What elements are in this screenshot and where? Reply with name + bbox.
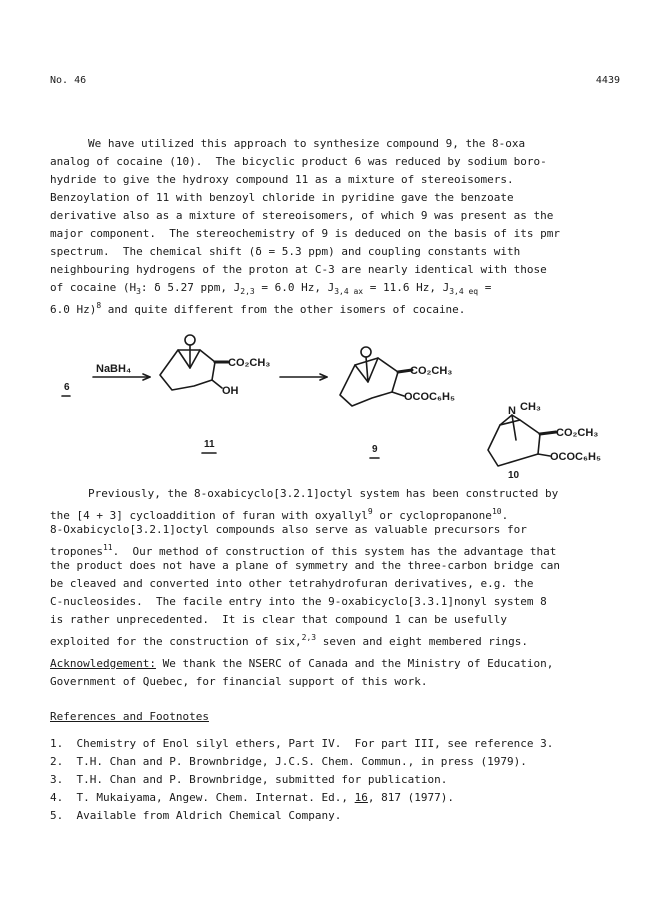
text-line: neighbouring hydrogens of the proton at C-3 are nearly identical with those [50, 263, 547, 276]
reference-number: 2. [50, 755, 64, 768]
subscript: 2,3 [240, 287, 255, 296]
text-seg: of cocaine (H [50, 281, 137, 294]
structure-compound-11 [160, 335, 228, 390]
paragraph-synthesis [50, 135, 625, 315]
text-line [50, 539, 625, 557]
substituent-hydroxyl: OH [222, 385, 239, 397]
superscript: 11 [102, 543, 113, 552]
superscript: 9 [367, 507, 373, 516]
text-line: the product does not have a plane of symmetry and the three-carbon bridge can [50, 559, 560, 572]
text-seg: We thank the NSERC of Canada and the Ministry of Education, [155, 657, 554, 670]
text-line: Government of Quebec, for financial support of this work. [50, 675, 428, 688]
subscript: 3,4 ax [334, 287, 364, 296]
reference-text: , 817 (1977). [367, 791, 454, 804]
spacer [50, 726, 625, 735]
substituent-methyl: CH₃ [520, 401, 541, 413]
substituent-ester: CO₂CH₃ [228, 357, 271, 369]
reference-number: 1. [50, 737, 64, 750]
page-number: 4439 [595, 75, 620, 86]
text-seg: : δ 5.27 ppm, J [140, 281, 241, 294]
superscript: 2,3 [301, 633, 317, 642]
superscript: 10 [491, 507, 502, 516]
reference-text: Chemistry of Enol silyl ethers, Part IV. For part III, see reference 3. [76, 737, 554, 750]
references-section [50, 708, 625, 825]
acknowledgement-heading: Acknowledgement: [50, 657, 156, 670]
text-line: derivative also as a mixture of stereoisomers, of which 9 was present as the [50, 209, 554, 222]
text-line: spectrum. The chemical shift (δ = 5.3 ppm) and coupling constants with [50, 245, 521, 258]
subscript: 3 [136, 287, 141, 296]
text-seg: = [478, 281, 492, 294]
text-line [50, 297, 625, 315]
subscript: 3,4 eq [449, 287, 479, 296]
reference-number: 5. [50, 809, 64, 822]
journal-issue-number: No. 46 [50, 75, 87, 86]
compound-number-9: 9 [372, 444, 378, 455]
reference-item [50, 735, 625, 753]
reference-text: Available from Aldrich Chemical Company. [76, 809, 342, 822]
reference-number: 3. [50, 773, 64, 786]
reference-item [50, 753, 625, 771]
text-seg: = 11.6 Hz, J [363, 281, 450, 294]
reference-text: T.H. Chan and P. Brownbridge, submitted for publication. [76, 773, 448, 786]
reference-item [50, 771, 625, 789]
text-line-coupling [50, 279, 625, 297]
text-line: We have utilized this approach to synthesize compound 9, the 8-oxa [88, 137, 526, 150]
text-line: is rather unprecedented. It is clear that compound 1 can be usefully [50, 613, 507, 626]
references-heading: References and Footnotes [50, 710, 209, 723]
structure-compound-9 [340, 347, 412, 406]
acknowledgement [50, 655, 625, 691]
compound-number-10: 10 [508, 470, 520, 480]
reference-text: T. Mukaiyama, Angew. Chem. Internat. Ed., [76, 791, 355, 804]
text-seg: the [4 + 3] cycloaddition of furan with oxyallyl [50, 509, 368, 522]
reference-number: 4. [50, 791, 64, 804]
text-line: analog of cocaine (10). The bicyclic product 6 was reduced by sodium boro- [50, 155, 547, 168]
paragraph-previous-work [50, 485, 625, 647]
structure-cocaine [488, 415, 556, 466]
text-seg: or cyclopropanone [372, 509, 492, 522]
compound-number-6: 6 [64, 382, 70, 393]
substituent-benzoate: OCOC₆H₅ [404, 391, 455, 403]
text-line: 8-Oxabicyclo[3.2.1]octyl compounds also serve as valuable precursors for [50, 523, 527, 536]
text-line: hydride to give the hydroxy compound 11 as a mixture of stereoisomers. [50, 173, 514, 186]
text-line: be cleaved and converted into other tetrahydrofuran derivatives, e.g. the [50, 577, 534, 590]
reference-item [50, 789, 625, 807]
reference-item [50, 807, 625, 825]
nitrogen-atom: N [508, 405, 516, 417]
compound-number-11: 11 [204, 439, 215, 450]
text-line [50, 503, 625, 521]
superscript: 8 [96, 301, 102, 310]
text-seg: . [501, 509, 509, 522]
text-seg: exploited for the construction of six, [50, 635, 302, 648]
volume-number: 16 [354, 791, 368, 804]
text-seg: = 6.0 Hz, J [254, 281, 335, 294]
text-seg: 6.0 Hz) [50, 303, 97, 316]
text-line: major component. The stereochemistry of 9 is deduced on the basis of its pmr [50, 227, 560, 240]
text-seg: seven and eight membered rings. [316, 635, 529, 648]
text-line [50, 629, 625, 647]
substituent-ester: CO₂CH₃ [556, 427, 599, 439]
text-seg: tropones [50, 545, 103, 558]
text-seg: . Our method of construction of this system has the advantage that [112, 545, 557, 558]
reaction-scheme [0, 330, 672, 480]
reference-text: T.H. Chan and P. Brownbridge, J.C.S. Chem. Commun., in press (1979). [76, 755, 527, 768]
text-line: Previously, the 8-oxabicyclo[3.2.1]octyl system has been constructed by [88, 487, 559, 500]
reagent-label: NaBH₄ [96, 363, 132, 375]
substituent-benzoate: OCOC₆H₅ [550, 451, 601, 463]
text-seg: and quite different from the other isomers of cocaine. [101, 303, 466, 316]
text-line: C-nucleosides. The facile entry into the 9-oxabicyclo[3.3.1]nonyl system 8 [50, 595, 547, 608]
text-line: Benzoylation of 11 with benzoyl chloride in pyridine gave the benzoate [50, 191, 514, 204]
substituent-ester: CO₂CH₃ [410, 365, 453, 377]
text-line [50, 655, 625, 673]
